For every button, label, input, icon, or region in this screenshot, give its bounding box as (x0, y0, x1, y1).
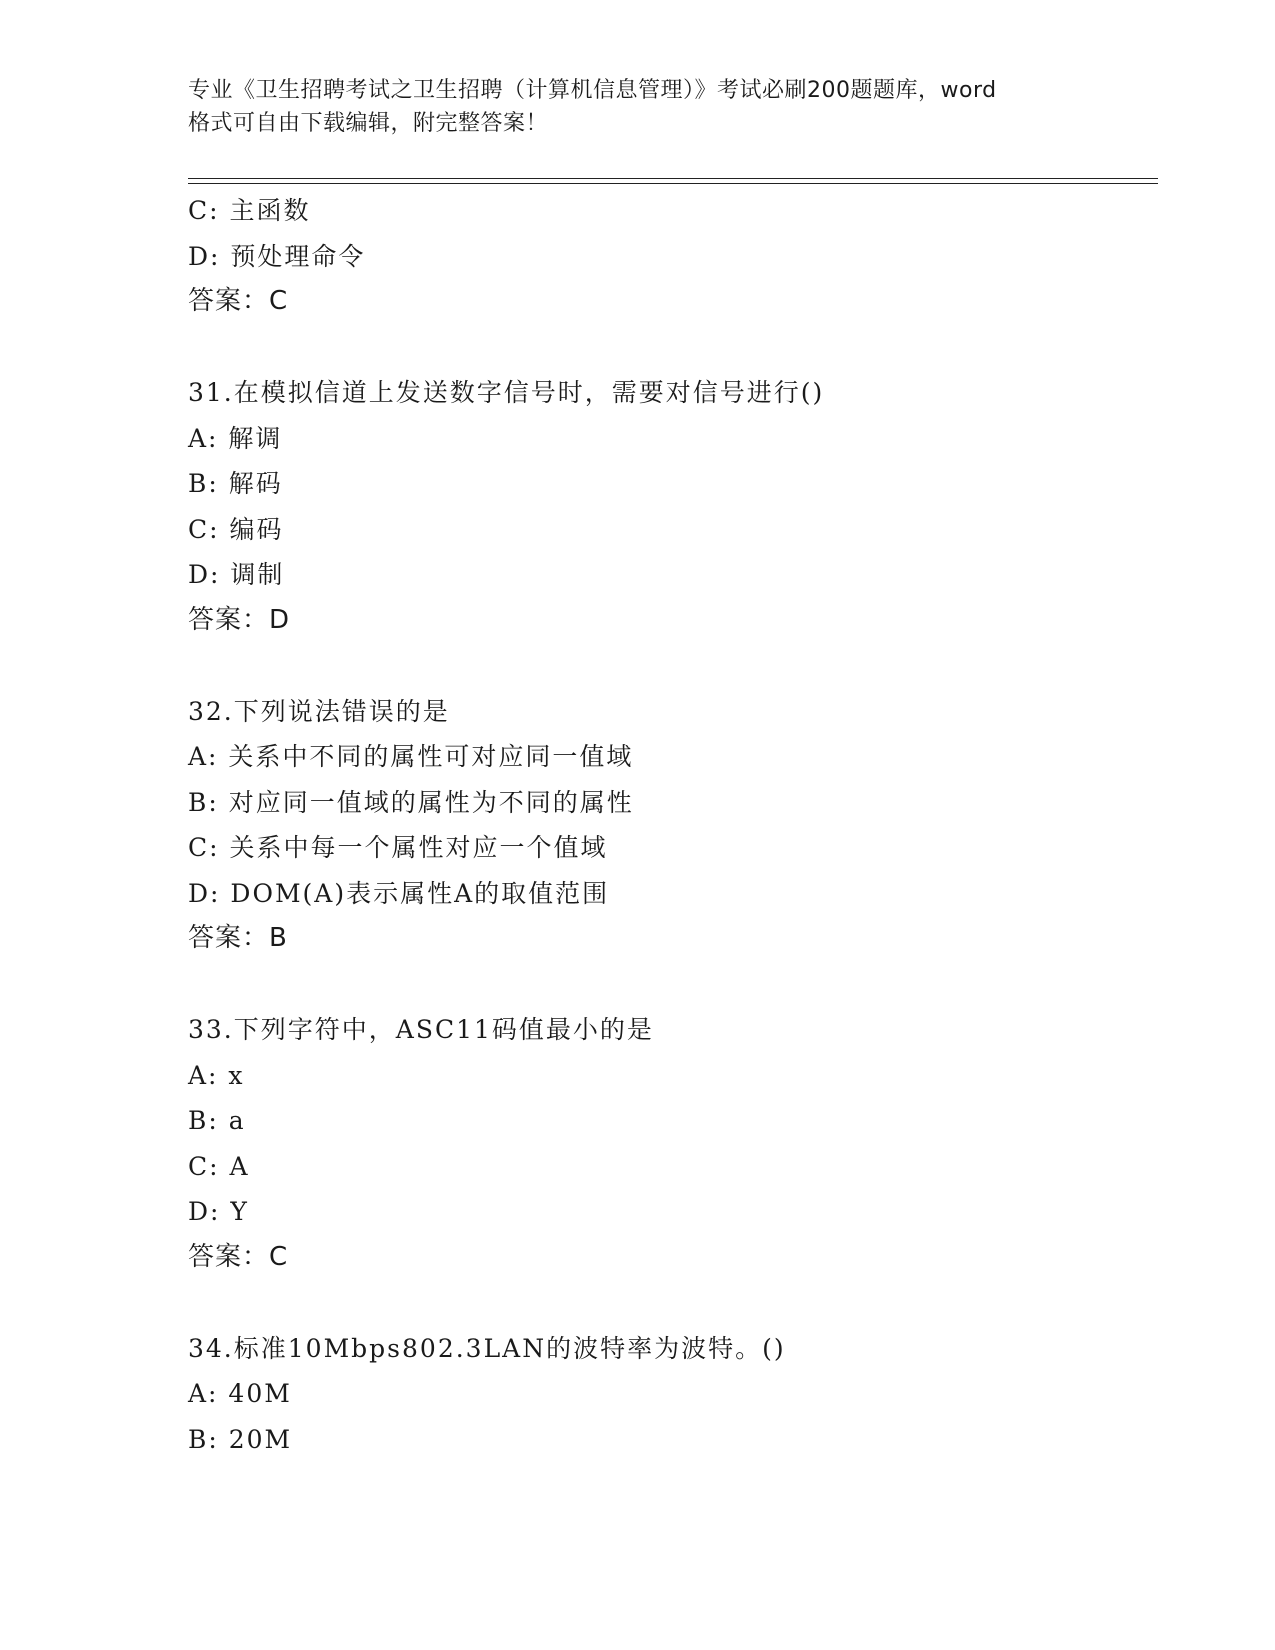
option-d: D: 调制 (188, 560, 285, 589)
spacer (188, 325, 1158, 371)
question-stem: 32.下列说法错误的是 (188, 696, 450, 726)
option-c: C: A (188, 1151, 250, 1181)
question-31 (188, 370, 1158, 643)
option-b: B: a (188, 1106, 246, 1135)
option-c: C: 编码 (188, 514, 284, 544)
option-a: A: 关系中不同的属性可对应同一值域 (188, 742, 634, 771)
document-body (188, 188, 1158, 1462)
option-b: B: 对应同一值域的属性为不同的属性 (188, 787, 634, 817)
question-33 (188, 1007, 1158, 1280)
option-a: A: 解调 (188, 423, 283, 453)
answer-line: 答案：B (188, 923, 288, 953)
header-divider-top (188, 178, 1158, 179)
answer-line: 答案：C (188, 286, 289, 316)
option-d: D: DOM(A)表示属性A的取值范围 (188, 878, 610, 908)
answer-line: 答案：C (188, 1241, 289, 1272)
spacer (188, 962, 1158, 1008)
option-d: D: 预处理命令 (188, 241, 366, 271)
header-line-1: 专业《卫生招聘考试之卫生招聘（计算机信息管理）》考试必刷200题题库，word (188, 78, 997, 103)
question-stem: 33.下列字符中，ASC11码值最小的是 (188, 1015, 654, 1044)
document-header (188, 74, 1088, 140)
option-d: D: Y (188, 1197, 249, 1226)
question-32 (188, 689, 1158, 962)
question-34 (188, 1326, 1158, 1463)
option-a: A: 40M (188, 1379, 292, 1408)
option-b: B: 解码 (188, 469, 283, 498)
question-stem: 31.在模拟信道上发送数字信号时，需要对信号进行() (188, 378, 825, 407)
header-divider-bottom (188, 183, 1158, 184)
spacer (188, 1280, 1158, 1326)
spacer (188, 643, 1158, 689)
option-c: C: 主函数 (188, 196, 311, 225)
option-b: B: 20M (188, 1424, 293, 1454)
answer-line: 答案：D (188, 604, 291, 635)
option-c: C: 关系中每一个属性对应一个值域 (188, 833, 608, 862)
question-stem: 34.标准10Mbps802.3LAN的波特率为波特。() (188, 1333, 786, 1363)
option-a: A: x (188, 1060, 245, 1090)
question-fragment (188, 188, 1158, 325)
header-line-2: 格式可自由下载编辑，附完整答案！ (188, 111, 549, 136)
